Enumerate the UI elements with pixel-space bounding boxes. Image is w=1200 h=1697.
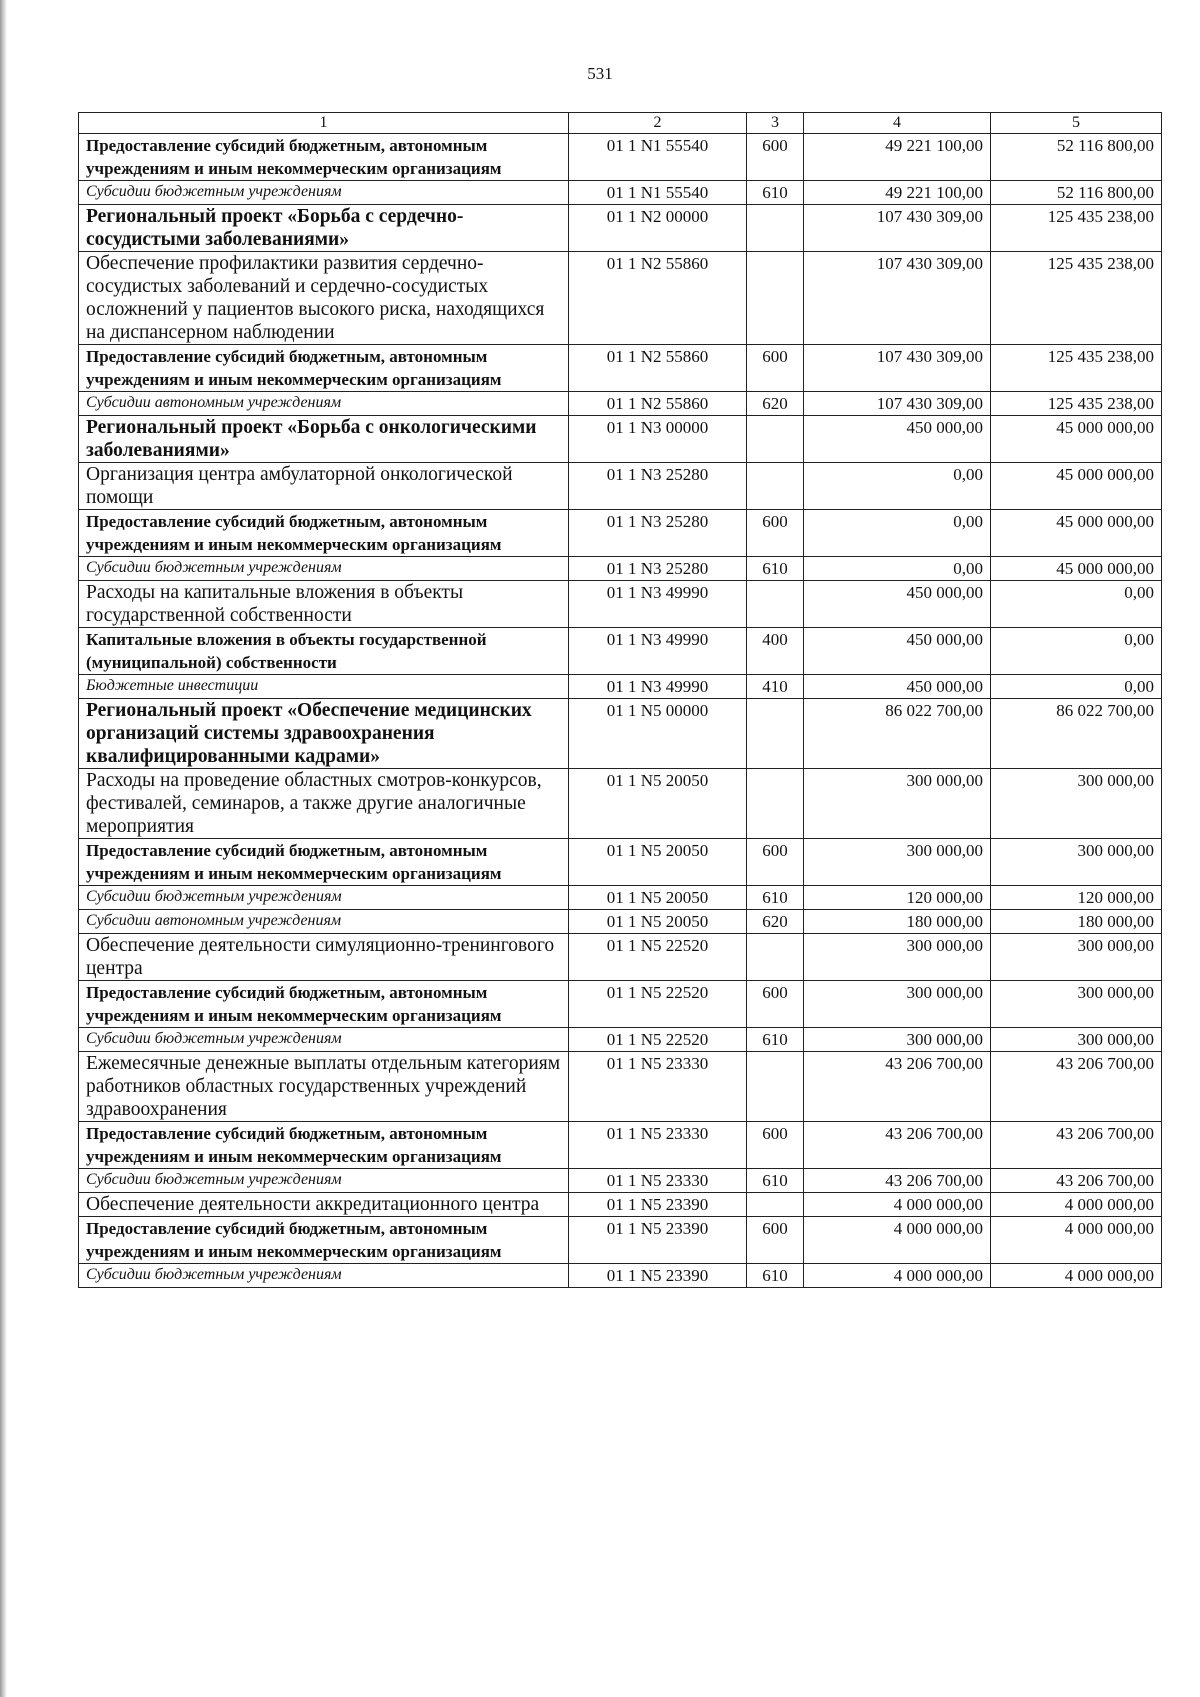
header-col-4: 4	[804, 113, 991, 134]
row-expense-type: 620	[747, 910, 804, 934]
table-row	[79, 839, 1162, 886]
row-expense-type: 610	[747, 181, 804, 205]
table-row	[79, 1052, 1162, 1122]
row-code: 01 1 N5 20050	[569, 910, 747, 934]
row-expense-type: 600	[747, 839, 804, 886]
header-col-5: 5	[991, 113, 1162, 134]
table-row	[79, 463, 1162, 510]
row-expense-type: 610	[747, 1264, 804, 1288]
table-row	[79, 910, 1162, 934]
row-sum-year1: 107 430 309,00	[804, 392, 991, 416]
row-name: Предоставление субсидий бюджетным, автономным учреждениям и иным некоммерческим организациям	[79, 134, 569, 181]
table-row	[79, 981, 1162, 1028]
row-expense-type: 600	[747, 510, 804, 557]
row-sum-year2: 300 000,00	[991, 839, 1162, 886]
header-col-2: 2	[569, 113, 747, 134]
row-sum-year2: 43 206 700,00	[991, 1052, 1162, 1122]
budget-table	[78, 112, 1162, 1288]
table-row	[79, 252, 1162, 345]
row-name: Расходы на проведение областных смотров-конкурсов, фестивалей, семинаров, а также другие аналогичные мероприятия	[79, 769, 569, 839]
row-code: 01 1 N5 23390	[569, 1264, 747, 1288]
row-code: 01 1 N1 55540	[569, 181, 747, 205]
row-sum-year1: 49 221 100,00	[804, 134, 991, 181]
table-row	[79, 345, 1162, 392]
row-code: 01 1 N2 55860	[569, 392, 747, 416]
row-code: 01 1 N5 22520	[569, 934, 747, 981]
row-code: 01 1 N1 55540	[569, 134, 747, 181]
row-sum-year1: 43 206 700,00	[804, 1122, 991, 1169]
row-name: Субсидии бюджетным учреждениям	[79, 181, 569, 205]
row-expense-type: 610	[747, 886, 804, 910]
row-code: 01 1 N3 25280	[569, 557, 747, 581]
row-code: 01 1 N3 00000	[569, 416, 747, 463]
row-code: 01 1 N2 00000	[569, 205, 747, 252]
row-sum-year2: 0,00	[991, 675, 1162, 699]
row-name: Обеспечение деятельности аккредитационного центра	[79, 1193, 569, 1217]
row-sum-year2: 125 435 238,00	[991, 345, 1162, 392]
row-code: 01 1 N5 20050	[569, 839, 747, 886]
row-sum-year1: 43 206 700,00	[804, 1052, 991, 1122]
table-row	[79, 886, 1162, 910]
row-name: Субсидии автономным учреждениям	[79, 910, 569, 934]
table-row	[79, 769, 1162, 839]
table-row	[79, 134, 1162, 181]
table-row	[79, 1169, 1162, 1193]
row-name: Предоставление субсидий бюджетным, автономным учреждениям и иным некоммерческим организациям	[79, 981, 569, 1028]
table-row	[79, 181, 1162, 205]
row-sum-year1: 86 022 700,00	[804, 699, 991, 769]
row-code: 01 1 N2 55860	[569, 345, 747, 392]
row-expense-type: 610	[747, 1169, 804, 1193]
row-sum-year1: 300 000,00	[804, 839, 991, 886]
row-expense-type: 410	[747, 675, 804, 699]
table-header-row	[79, 113, 1162, 134]
row-sum-year1: 43 206 700,00	[804, 1169, 991, 1193]
row-expense-type	[747, 581, 804, 628]
row-name: Капитальные вложения в объекты государственной (муниципальной) собственности	[79, 628, 569, 675]
row-sum-year2: 45 000 000,00	[991, 416, 1162, 463]
row-name: Субсидии бюджетным учреждениям	[79, 1264, 569, 1288]
row-expense-type	[747, 205, 804, 252]
row-name: Предоставление субсидий бюджетным, автономным учреждениям и иным некоммерческим организациям	[79, 1217, 569, 1264]
row-sum-year1: 300 000,00	[804, 1028, 991, 1052]
row-name: Субсидии бюджетным учреждениям	[79, 557, 569, 581]
page-number: 531	[587, 64, 613, 83]
row-sum-year1: 120 000,00	[804, 886, 991, 910]
row-sum-year2: 300 000,00	[991, 981, 1162, 1028]
row-sum-year2: 300 000,00	[991, 934, 1162, 981]
row-expense-type: 610	[747, 557, 804, 581]
row-expense-type: 400	[747, 628, 804, 675]
row-expense-type: 600	[747, 981, 804, 1028]
row-sum-year1: 450 000,00	[804, 581, 991, 628]
row-sum-year2: 125 435 238,00	[991, 392, 1162, 416]
row-sum-year1: 107 430 309,00	[804, 252, 991, 345]
row-expense-type	[747, 416, 804, 463]
row-expense-type	[747, 252, 804, 345]
row-name: Субсидии бюджетным учреждениям	[79, 886, 569, 910]
row-code: 01 1 N5 23330	[569, 1052, 747, 1122]
row-sum-year2: 4 000 000,00	[991, 1264, 1162, 1288]
table-row	[79, 1217, 1162, 1264]
row-sum-year2: 45 000 000,00	[991, 557, 1162, 581]
row-code: 01 1 N3 49990	[569, 675, 747, 699]
table-row	[79, 581, 1162, 628]
row-sum-year2: 125 435 238,00	[991, 205, 1162, 252]
table-row	[79, 628, 1162, 675]
row-expense-type	[747, 699, 804, 769]
row-name: Предоставление субсидий бюджетным, автономным учреждениям и иным некоммерческим организациям	[79, 510, 569, 557]
row-sum-year1: 4 000 000,00	[804, 1264, 991, 1288]
table-row	[79, 1028, 1162, 1052]
row-code: 01 1 N5 20050	[569, 769, 747, 839]
row-code: 01 1 N5 00000	[569, 699, 747, 769]
row-code: 01 1 N5 23330	[569, 1169, 747, 1193]
row-name: Предоставление субсидий бюджетным, автономным учреждениям и иным некоммерческим организациям	[79, 1122, 569, 1169]
table-row	[79, 416, 1162, 463]
row-name: Субсидии бюджетным учреждениям	[79, 1169, 569, 1193]
row-sum-year2: 300 000,00	[991, 1028, 1162, 1052]
table-row	[79, 1193, 1162, 1217]
row-sum-year2: 43 206 700,00	[991, 1169, 1162, 1193]
row-code: 01 1 N5 23390	[569, 1193, 747, 1217]
row-name: Предоставление субсидий бюджетным, автономным учреждениям и иным некоммерческим организациям	[79, 345, 569, 392]
row-sum-year1: 450 000,00	[804, 675, 991, 699]
row-sum-year1: 0,00	[804, 510, 991, 557]
row-expense-type: 600	[747, 1122, 804, 1169]
row-code: 01 1 N3 25280	[569, 510, 747, 557]
row-sum-year2: 120 000,00	[991, 886, 1162, 910]
row-sum-year2: 86 022 700,00	[991, 699, 1162, 769]
row-sum-year2: 300 000,00	[991, 769, 1162, 839]
row-name: Обеспечение деятельности симуляционно-тренингового центра	[79, 934, 569, 981]
table-row	[79, 934, 1162, 981]
row-name: Региональный проект «Обеспечение медицинских организаций системы здравоохранения квалифицированными кадрами»	[79, 699, 569, 769]
row-code: 01 1 N2 55860	[569, 252, 747, 345]
table-row	[79, 699, 1162, 769]
row-expense-type: 600	[747, 345, 804, 392]
row-sum-year1: 107 430 309,00	[804, 205, 991, 252]
table-row	[79, 675, 1162, 699]
row-name: Предоставление субсидий бюджетным, автономным учреждениям и иным некоммерческим организациям	[79, 839, 569, 886]
row-sum-year1: 49 221 100,00	[804, 181, 991, 205]
row-code: 01 1 N3 49990	[569, 581, 747, 628]
row-code: 01 1 N5 22520	[569, 1028, 747, 1052]
header-col-1: 1	[79, 113, 569, 134]
scan-edge-shadow	[0, 0, 7, 1697]
row-expense-type: 620	[747, 392, 804, 416]
row-name: Бюджетные инвестиции	[79, 675, 569, 699]
row-expense-type	[747, 1193, 804, 1217]
table-row	[79, 557, 1162, 581]
row-expense-type	[747, 463, 804, 510]
row-expense-type	[747, 769, 804, 839]
row-expense-type: 610	[747, 1028, 804, 1052]
row-sum-year1: 0,00	[804, 557, 991, 581]
row-sum-year2: 52 116 800,00	[991, 181, 1162, 205]
row-code: 01 1 N3 49990	[569, 628, 747, 675]
row-name: Организация центра амбулаторной онкологической помощи	[79, 463, 569, 510]
row-sum-year2: 180 000,00	[991, 910, 1162, 934]
row-sum-year1: 0,00	[804, 463, 991, 510]
row-sum-year2: 4 000 000,00	[991, 1193, 1162, 1217]
row-name: Субсидии бюджетным учреждениям	[79, 1028, 569, 1052]
row-code: 01 1 N5 22520	[569, 981, 747, 1028]
row-code: 01 1 N5 23330	[569, 1122, 747, 1169]
table-row	[79, 1264, 1162, 1288]
row-name: Региональный проект «Борьба с онкологическими заболеваниями»	[79, 416, 569, 463]
row-code: 01 1 N3 25280	[569, 463, 747, 510]
table-row	[79, 392, 1162, 416]
row-code: 01 1 N5 23390	[569, 1217, 747, 1264]
header-col-3: 3	[747, 113, 804, 134]
row-name: Субсидии автономным учреждениям	[79, 392, 569, 416]
row-sum-year2: 0,00	[991, 628, 1162, 675]
row-sum-year1: 4 000 000,00	[804, 1193, 991, 1217]
row-sum-year2: 45 000 000,00	[991, 463, 1162, 510]
row-sum-year1: 4 000 000,00	[804, 1217, 991, 1264]
table-row	[79, 205, 1162, 252]
row-sum-year1: 107 430 309,00	[804, 345, 991, 392]
budget-table-body	[79, 113, 1162, 1288]
row-name: Ежемесячные денежные выплаты отдельным категориям работников областных государственных учреждений здравоохранения	[79, 1052, 569, 1122]
row-expense-type: 600	[747, 134, 804, 181]
row-expense-type	[747, 1052, 804, 1122]
row-sum-year1: 180 000,00	[804, 910, 991, 934]
row-name: Региональный проект «Борьба с сердечно-сосудистыми заболеваниями»	[79, 205, 569, 252]
row-sum-year1: 450 000,00	[804, 628, 991, 675]
row-expense-type: 600	[747, 1217, 804, 1264]
row-sum-year1: 300 000,00	[804, 934, 991, 981]
row-sum-year2: 0,00	[991, 581, 1162, 628]
row-sum-year2: 125 435 238,00	[991, 252, 1162, 345]
row-name: Обеспечение профилактики развития сердечно-сосудистых заболеваний и сердечно-сосудистых осложнений у пациентов высокого риска, находящихся на диспансерном наблюдении	[79, 252, 569, 345]
row-code: 01 1 N5 20050	[569, 886, 747, 910]
row-name: Расходы на капитальные вложения в объекты государственной собственности	[79, 581, 569, 628]
row-expense-type	[747, 934, 804, 981]
row-sum-year2: 52 116 800,00	[991, 134, 1162, 181]
row-sum-year2: 43 206 700,00	[991, 1122, 1162, 1169]
row-sum-year1: 300 000,00	[804, 981, 991, 1028]
table-row	[79, 510, 1162, 557]
row-sum-year2: 4 000 000,00	[991, 1217, 1162, 1264]
row-sum-year1: 300 000,00	[804, 769, 991, 839]
row-sum-year2: 45 000 000,00	[991, 510, 1162, 557]
table-row	[79, 1122, 1162, 1169]
row-sum-year1: 450 000,00	[804, 416, 991, 463]
